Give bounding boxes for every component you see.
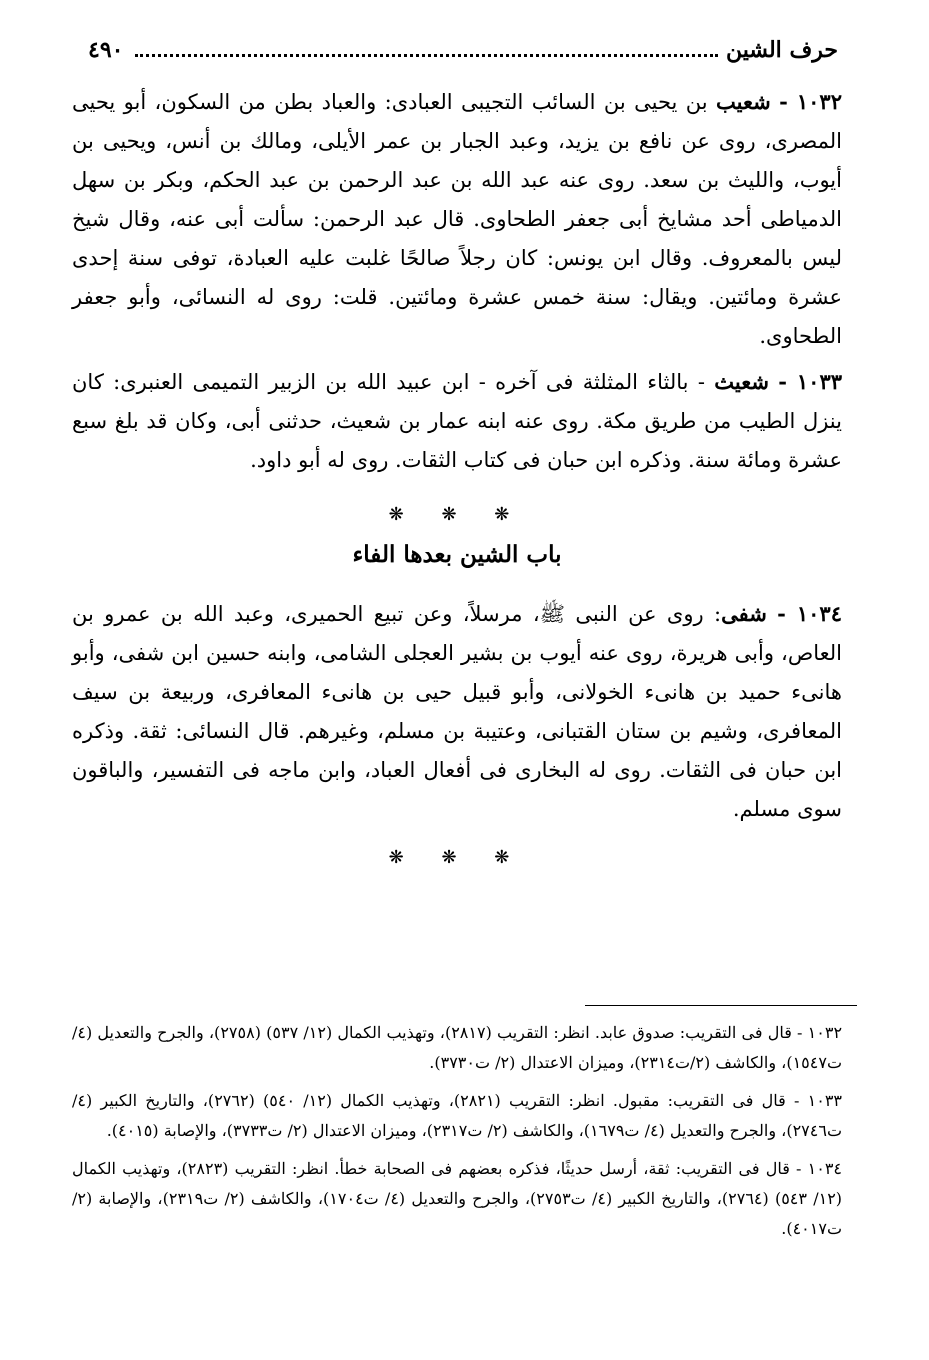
page-number: ٤٩٠ xyxy=(88,37,124,63)
entry-number: ١٠٣٢ - xyxy=(779,89,842,114)
entry-text: : روى عن النبى ﷺ، مرسلاً، وعن تبيع الحميرى، وعبد الله بن عمرو بن العاص، وأبى هريرة، روى عنه أيوب بن بشير العجلى الشامى، وابنه حسين ابن شفى، وأبو هانىء حميد بن هانىء الخولانى، وأبو قبيل حيى بن هانىء المعافرى، وربيعة بن سيف المعافرى، وشيم بن ستان القتبانى، وعتيبة بن مسلم، وغيرهم. قال النسائى: ثقة. وذكره ابن حبان فى الثقات. روى له البخارى فى أفعال العباد، وابن ماجه فى التفسير، والباقون سوى مسلم. xyxy=(72,602,842,821)
entry-1032 xyxy=(72,82,842,356)
footnote-divider xyxy=(585,1005,857,1006)
page-header xyxy=(72,30,842,70)
page-body xyxy=(72,30,842,868)
section-heading: باب الشين بعدها الفاء xyxy=(352,541,562,568)
footnote-1034: ١٠٣٤ - قال فى التقريب: ثقة، أرسل حديثًا، فذكره بعضهم فى الصحابة خطأ. انظر: التقريب (٢٨٢٣)، وتهذيب الكمال (١٢/ ٥٤٣) (٢٧٦٤)، والتاريخ الكبير (٤/ ت٢٧٥٣)، والجرح والتعديل (٤/ ت١٧٠٤)، والكاشف (٢/ ت٢٣١٩)، والإصابة (٢/ ت٤٠١٧). xyxy=(72,1159,843,1238)
entry-text: بن يحيى بن السائب التجيبى العبادى: والعباد بطن من السكون، أبو يحيى المصرى، روى عن نافع بن يزيد، وعبد الجبار بن عمر الأيلى، ومالك بن أنس، ويحيى بن أيوب، والليث بن سعد. روى عنه عبد الله بن عبد الرحمن بن عبد الحكم، وبكر بن سهل الدمياطى أحد مشايخ أبى جعفر الطحاوى. قال عبد الرحمن: سألت أبى عنه، وقال شيخ ليس بالمعروف. وقال ابن يونس: كان رجلاً صالحًا غلبت عليه العبادة، توفى سنة إحدى عشرة ومائتين. ويقال: سنة خمس عشرة ومائتين. قلت: روى له النسائى، وأبو جعفر الطحاوى. xyxy=(72,90,842,348)
footnote-1033: ١٠٣٣ - قال فى التقريب: مقبول. انظر: التقريب (٢٨٢١)، وتهذيب الكمال (١٢/ ٥٤٠) (٢٧٦٢)، والتاريخ الكبير (٤/ ت٢٧٤٦)، والجرح والتعديل (٤/ ت١٦٧٩)، والكاشف (٢/ ت٢٣١٧)، وميزان الاعتدال (٢/ ت٣٧٣٣)، والإصابة (٤٠١٥). xyxy=(72,1091,842,1140)
entry-text: - بالثاء المثلثة فى آخره - ابن عبيد الله بن الزبير التميمى العنبرى: كان ينزل الطيب من طريق مكة. روى عنه ابنه عمار بن شعيث، حدثنى أبى، وكان قد بلغ سبع عشرة ومائة سنة. وذكره ابن حبان فى كتاب الثقات. روى له أبو داود. xyxy=(72,370,842,472)
entry-number: ١٠٣٣ - xyxy=(778,369,843,394)
footnotes xyxy=(72,1018,842,1252)
entry-1034 xyxy=(72,594,842,829)
entry-number: ١٠٣٤ - xyxy=(777,601,842,626)
entry-name: شفى xyxy=(721,601,767,626)
section-separator: ❋ ❋ ❋ xyxy=(388,504,526,525)
entry-name: شعيث xyxy=(714,369,769,394)
section-separator-end: ❋ ❋ ❋ xyxy=(388,847,526,868)
entry-1033 xyxy=(72,362,842,480)
footnote-1032: ١٠٣٢ - قال فى التقريب: صدوق عابد. انظر: التقريب (٢٨١٧)، وتهذيب الكمال (١٢/ ٥٣٧) (٢٧٥٨)، والجرح والتعديل (٤/ت١٥٤٧)، والكاشف (٢/ت٢٣١٤)، وميزان الاعتدال (٢/ ت٣٧٣٠). xyxy=(72,1023,843,1072)
entry-name: شعيب xyxy=(716,89,771,114)
header-dotted-leader xyxy=(135,54,718,57)
running-title: حرف الشين xyxy=(725,37,838,63)
